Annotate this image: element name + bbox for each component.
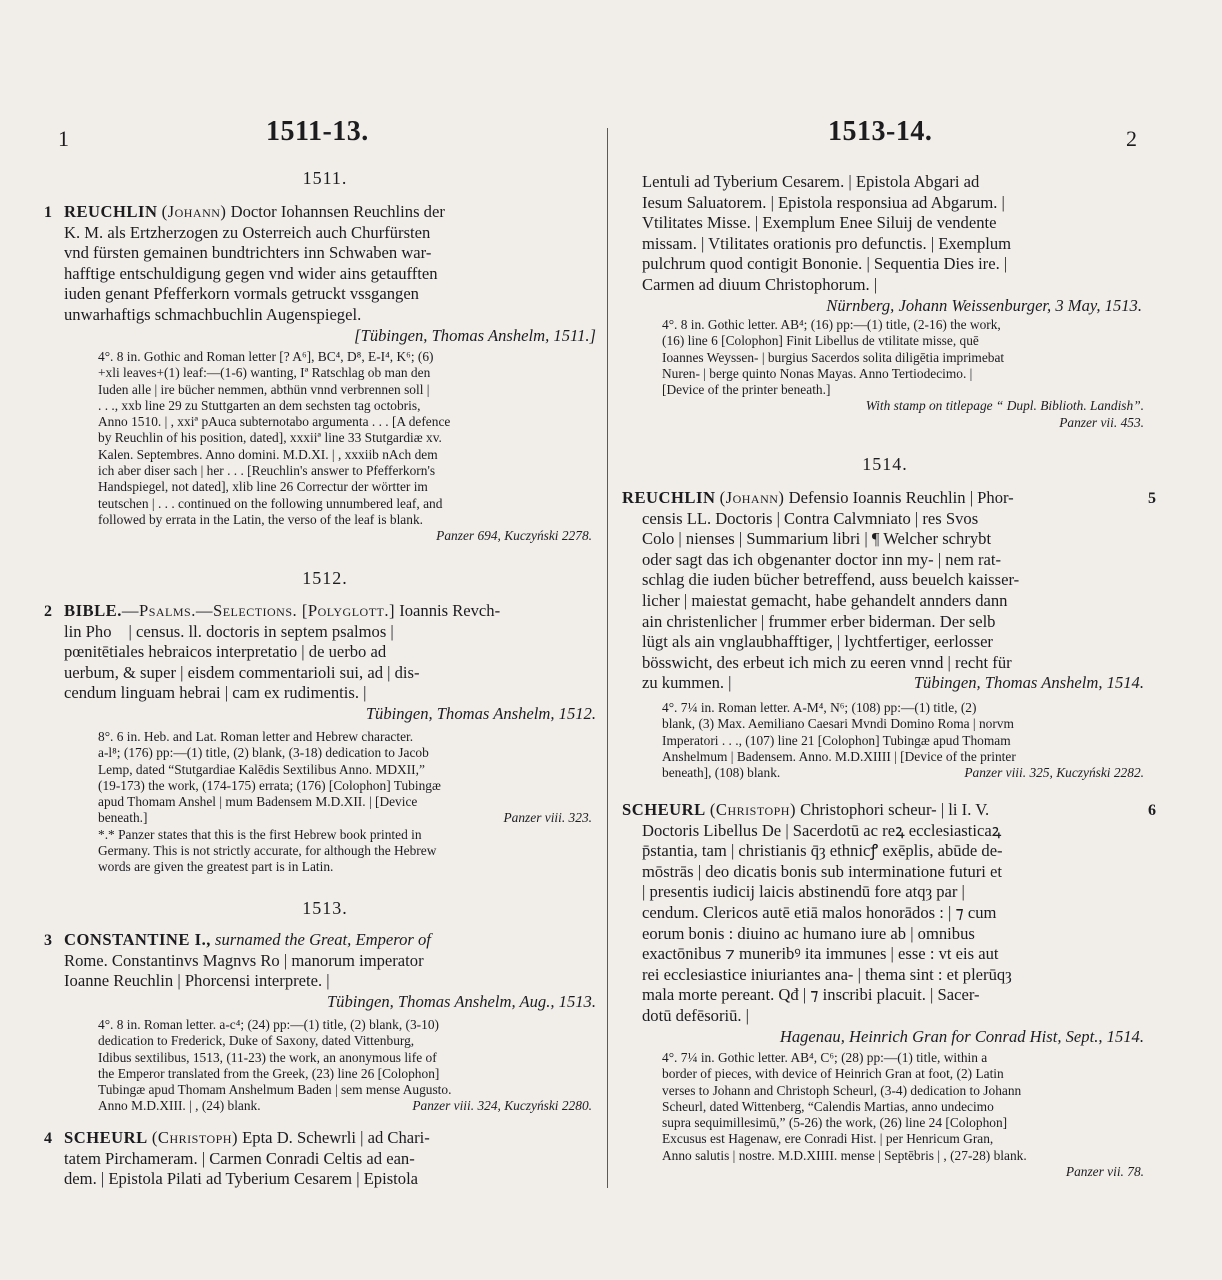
title-line: p̄stantia, tam | christianis q̄ȝ ethnicꝭ exēplis, abūde de- xyxy=(642,841,1003,861)
entry-author: (Johann) xyxy=(719,488,785,507)
entry-heading: SCHEURL xyxy=(64,1128,148,1147)
collation xyxy=(662,700,1144,781)
title-line: unwarhaftigs schmachbuchlin Augenspiegel. xyxy=(64,304,362,324)
page-number: 1 xyxy=(58,126,69,151)
entry-number: 2 xyxy=(44,603,52,620)
entry-3 xyxy=(44,930,596,1012)
title-line: licher | maiestat gemacht, habe gehandelt annders dann xyxy=(642,590,1008,610)
title-line: cendum. Clericos autē etiā malos honorādos : | ⁊ cum xyxy=(642,902,997,922)
collation-line: (19-173) the work, (174-175) errata; (176) [Colophon] Tubingæ xyxy=(98,777,441,793)
entry-heading: REUCHLIN xyxy=(64,202,158,221)
imprint: Nürnberg, Johann Weissenburger, 3 May, 1513. xyxy=(826,295,1142,315)
collation-line: +xli leaves+(1) leaf:—(1-6) wanting, Iª Ratschlag ob man den xyxy=(98,365,431,381)
entry-heading: BIBLE. xyxy=(64,601,122,620)
title-line: dotū defēsoriū. | xyxy=(642,1005,750,1025)
running-head: 1511-13. xyxy=(266,116,369,147)
title-line: exactōnibus ⁊ muneribꝰ ita immunes | esse : vt eis aut xyxy=(642,944,999,964)
collation-line: Lemp, dated “Stutgardiae Kalēdis Sextilibus Anno. MDXII,” xyxy=(98,761,425,777)
entry-number: 4 xyxy=(44,1130,52,1147)
title-line: bösswicht, des erbeut ich mich zu eeren vnnd | recht für xyxy=(642,652,1012,672)
reference: Panzer 694, Kuczyński 2278. xyxy=(436,528,592,544)
title-line: mala morte pereant. Qđ | ⁊ inscribi placuit. | Sacer- xyxy=(642,985,980,1005)
title-line: tatem Pirchameram. | Carmen Conradi Celtis ad ean- xyxy=(64,1148,415,1168)
collation-line: Anno salutis | nostre. M.D.XIIII. mense | Septēbris | , (27-28) blank. xyxy=(662,1147,1027,1163)
collation-line: beneath.] xyxy=(98,810,148,826)
entry-author: —Psalms.—Selections. [Polyglott.] xyxy=(121,601,396,620)
collation xyxy=(662,1050,1144,1180)
collation-line: Handspiegel, not dated], xlib line 26 Correctur der wörtter im xyxy=(98,479,428,495)
collation xyxy=(98,1017,592,1115)
title-line: rei ecclesiastice iniuriantes ana- | thema sint : et plerūqȝ xyxy=(642,964,1012,984)
title-line: Doctoris Libellus De | Sacerdotū ac reꝝ ecclesiasticaꝝ xyxy=(642,820,1002,840)
entry-heading: REUCHLIN xyxy=(622,488,716,507)
imprint: Tübingen, Thomas Anshelm, Aug., 1513. xyxy=(326,991,596,1011)
title-line: schlag die iuden bücher betreffend, auss beuelch kaisser- xyxy=(642,570,1020,590)
reference: Panzer viii. 323. xyxy=(503,810,592,826)
collation-line: a-l⁸; (176) pp:—(1) title, (2) blank, (3-18) dedication to Jacob xyxy=(98,745,429,761)
collation-line: by Reuchlin of his position, dated], xxxiiª line 33 Stutgardiæ xv. xyxy=(98,430,442,446)
title-line: Iesum Saluatorem. | Epistola responsiua ad Abgarum. | xyxy=(642,192,1005,212)
collation-line: (16) line 6 [Colophon] Finit Libellus de vtilitate misse, quē xyxy=(662,333,979,349)
entry-4 xyxy=(44,1128,596,1190)
title-line: Doctor Iohannsen Reuchlins der xyxy=(230,202,445,221)
entry-number: 3 xyxy=(44,932,52,949)
collation-line: Imperatori . . ., (107) line 21 [Colophon] Tubingæ apud Thomam xyxy=(662,732,1011,748)
collation-line: Idibus sextilibus, 1513, (11-23) the work, an anonymous life of xyxy=(98,1049,437,1065)
imprint: [Tübingen, Thomas Anshelm, 1511.] xyxy=(354,325,596,345)
title-line: | presentis iudicij laicis abstinendū fore atqȝ par | xyxy=(642,882,965,902)
entry-heading: CONSTANTINE I., xyxy=(64,930,211,949)
year-heading: 1512. xyxy=(302,568,348,588)
title-line: cendum linguam hebrai | cam ex rudimentis. | xyxy=(64,683,367,703)
title-line: Rome. Constantinvs Magnvs Ro | manorum imperator xyxy=(64,950,424,970)
collation-line: border of pieces, with device of Heinrich Gran at foot, (2) Latin xyxy=(662,1066,1004,1082)
entry-author: (Christoph) xyxy=(151,1128,238,1147)
title-line: pœnitētiales hebraicos interpretatio | de uerbo ad xyxy=(64,642,387,662)
collation-line: beneath], (108) blank. xyxy=(662,765,781,781)
reference: Panzer vii. 78. xyxy=(1065,1164,1144,1180)
collation-line: Ioannes Weyssen- | burgius Sacerdos solita diligētia imprimebat xyxy=(662,349,1005,365)
running-head: 1513-14. xyxy=(828,116,933,147)
collation-line: Anno M.D.XIII. | , (24) blank. xyxy=(98,1098,261,1114)
collation-line: Anshelmum | Badensem. Anno. M.D.XIIII | [Device of the printer xyxy=(662,748,1016,764)
collation-line: verses to Johann and Christoph Scheurl, (3-4) dedication to Johann xyxy=(662,1082,1022,1098)
year-heading: 1511. xyxy=(302,168,348,188)
title-line: Ioanne Reuchlin | Phorcensi interprete. | xyxy=(64,971,330,991)
title-line: Lentuli ad Tyberium Cesarem. | Epistola Abgari ad xyxy=(642,172,980,191)
collation-line: apud Thomam Anshel | mum Badensem M.D.XII. | [Device xyxy=(98,794,418,810)
title-line: oder sagt das ich obgenanter doctor inn my- | nem rat- xyxy=(642,549,1002,569)
title-line: zu kummen. | xyxy=(642,673,732,693)
entry-6 xyxy=(622,800,1156,1047)
title-line: eorum bonis : diuino ac humano iure ab | omnibus xyxy=(642,923,975,943)
note-line: *.* Panzer states that this is the first Hebrew book printed in xyxy=(98,826,422,842)
title-line: censis LL. Doctoris | Contra Calvmniato | res Svos xyxy=(642,508,979,528)
collation-line: ich aber diser sach | her . . . [Reuchlin's answer to Pfefferkorn's xyxy=(98,463,436,479)
collation-line: 4°. 8 in. Gothic and Roman letter [? A⁶], BC⁴, D⁸, E-I⁴, K⁶; (6) xyxy=(98,349,434,364)
collation-line: 8°. 6 in. Heb. and Lat. Roman letter and Hebrew character. xyxy=(98,729,414,744)
collation-line: 4°. 8 in. Gothic letter. AB⁴; (16) pp:—(1) title, (2-16) the work, xyxy=(662,317,1001,332)
title-line: uerbum, & super | eisdem commentarioli sui, ad | dis- xyxy=(64,662,420,682)
collation-line: followed by errata in the Latin, the verso of the leaf is blank. xyxy=(98,511,423,527)
collation-line: Kalen. Septembres. Anno domini. M.D.XI. | , xxxiib nAch dem xyxy=(98,446,438,462)
title-line: hafftige entschuldigung gegen vnd wider ains getaufften xyxy=(64,263,438,283)
entry-4-continued xyxy=(642,172,1142,316)
title-line: Epta D. Schewrli | ad Chari- xyxy=(242,1128,430,1147)
entry-1 xyxy=(44,202,596,346)
collation-line: Nuren- | berge quinto Nonas Mayas. Anno Tertiodecimo. | xyxy=(662,365,973,381)
reference: Panzer vii. 453. xyxy=(1059,414,1144,430)
entry-author: surnamed the Great, Emperor of xyxy=(215,930,431,949)
collation xyxy=(98,349,592,545)
title-line: pulchrum quod contigit Bononie. | Sequentia Dies ire. | xyxy=(642,254,1008,274)
title-line: lügt als ain vnglaubhafftiger, | lychtfertiger, eerlosser xyxy=(642,632,993,652)
collation-line: Tubingæ apud Thomam Anshelmum Baden | sem mense Augusto. xyxy=(98,1082,452,1098)
title-line: missam. | Vtilitates orationis pro defunctis. | Exemplum xyxy=(642,233,1012,253)
entry-number: 1 xyxy=(44,204,52,221)
entry-author: (Christoph) xyxy=(709,800,796,819)
entry-author: (Johann) xyxy=(161,202,227,221)
stamp-note: With stamp on titlepage “ Dupl. Biblioth. Landish”. xyxy=(865,398,1144,414)
collation-line: supra sequimillesimū,” (5-26) the work, (26) line 24 [Colophon] xyxy=(662,1115,1008,1131)
title-line: ain christenlicher | frummer erber biderman. Der selb xyxy=(642,611,996,631)
title-line: Ioannis Revch- xyxy=(399,601,501,620)
title-line: lin Phoᷣ | census. ll. doctoris in septem psalmos | xyxy=(64,621,394,641)
title-line: iuden genant Pfefferkorn vormals getruckt vssgangen xyxy=(64,284,419,304)
collation-line: dedication to Frederick, Duke of Saxony, dated Vittenburg, xyxy=(98,1033,415,1049)
collation-line: Excusus est Hagenaw, ere Conradi Hist. | per Henricum Gran, xyxy=(662,1131,994,1147)
page-number: 2 xyxy=(1126,126,1137,151)
title-line: Colo | nienses | Summarium libri | ¶ Welcher schrybt xyxy=(642,529,992,549)
imprint: Hagenau, Heinrich Gran for Conrad Hist, Sept., 1514. xyxy=(779,1026,1144,1046)
collation-line: 4°. 7¼ in. Gothic letter. AB⁴, C⁶; (28) pp:—(1) title, within a xyxy=(662,1050,988,1065)
title-line: Vtilitates Misse. | Exemplum Enee Siluij de vendente xyxy=(642,213,997,233)
title-line: Carmen ad diuum Christophorum. | xyxy=(642,274,878,294)
collation-line: blank, (3) Max. Aemiliano Caesari Mvndi Domino Roma | norvm xyxy=(662,716,1014,732)
reference: Panzer viii. 325, Kuczyński 2282. xyxy=(964,765,1144,781)
collation-line: Scheurl, dated Wittenberg, “Calendis Martias, anno undecimo xyxy=(662,1098,994,1114)
collation-line: . . ., xxb line 29 zu Stuttgarten an dem sechsten tag octobris, xyxy=(98,397,421,413)
reference: Panzer viii. 324, Kuczyński 2280. xyxy=(412,1098,592,1114)
collation-line: 4°. 8 in. Roman letter. a-c⁴; (24) pp:—(1) title, (2) blank, (3-10) xyxy=(98,1017,439,1032)
title-line: dem. | Epistola Pilati ad Tyberium Cesarem | Epistola xyxy=(64,1169,419,1189)
collation-line: Anno 1510. | , xxiª pAuca subternotabo argumenta . . . [A defence xyxy=(98,414,451,430)
column-divider xyxy=(607,128,608,1188)
title-line: Defensio Ioannis Reuchlin | Phor- xyxy=(788,488,1014,507)
collation-line: teutschen | . . . continued on the following unnumbered leaf, and xyxy=(98,495,443,511)
entry-heading: SCHEURL xyxy=(622,800,706,819)
title-line: Christophori scheur- | li I. V. xyxy=(800,800,990,819)
collation-line: 4°. 7¼ in. Roman letter. A-M⁴, N⁶; (108) pp:—(1) title, (2) xyxy=(662,700,977,715)
year-heading: 1514. xyxy=(862,454,908,474)
entry-2 xyxy=(44,601,596,725)
collation-line: the Emperor translated from the Greek, (23) line 26 [Colophon] xyxy=(98,1065,440,1081)
note-line: Germany. This is not strictly accurate, for although the Hebrew xyxy=(98,843,437,859)
entry-number: 6 xyxy=(1148,802,1156,819)
collation xyxy=(662,317,1144,431)
title-line: mōstrās | deo dicatis bonis sub interminatione futuri et xyxy=(642,861,1003,881)
entry-number: 5 xyxy=(1148,490,1156,507)
note-line: words are given the greatest part is in Latin. xyxy=(98,859,334,875)
title-line: vnd fürsten gemainen bundtrichters inn Schwaben war- xyxy=(64,243,432,263)
collation-line: Iuden alle | ire bücher nemmen, abthün vnnd verbrennen soll | xyxy=(98,381,430,397)
entry-5 xyxy=(622,488,1156,694)
imprint: Tübingen, Thomas Anshelm, 1512. xyxy=(365,703,596,723)
year-heading: 1513. xyxy=(302,898,348,918)
title-line: K. M. als Ertzherzogen zu Osterreich auch Churfürsten xyxy=(64,222,431,242)
collation xyxy=(98,729,592,876)
imprint: Tübingen, Thomas Anshelm, 1514. xyxy=(913,673,1144,693)
collation-line: [Device of the printer beneath.] xyxy=(662,382,831,398)
